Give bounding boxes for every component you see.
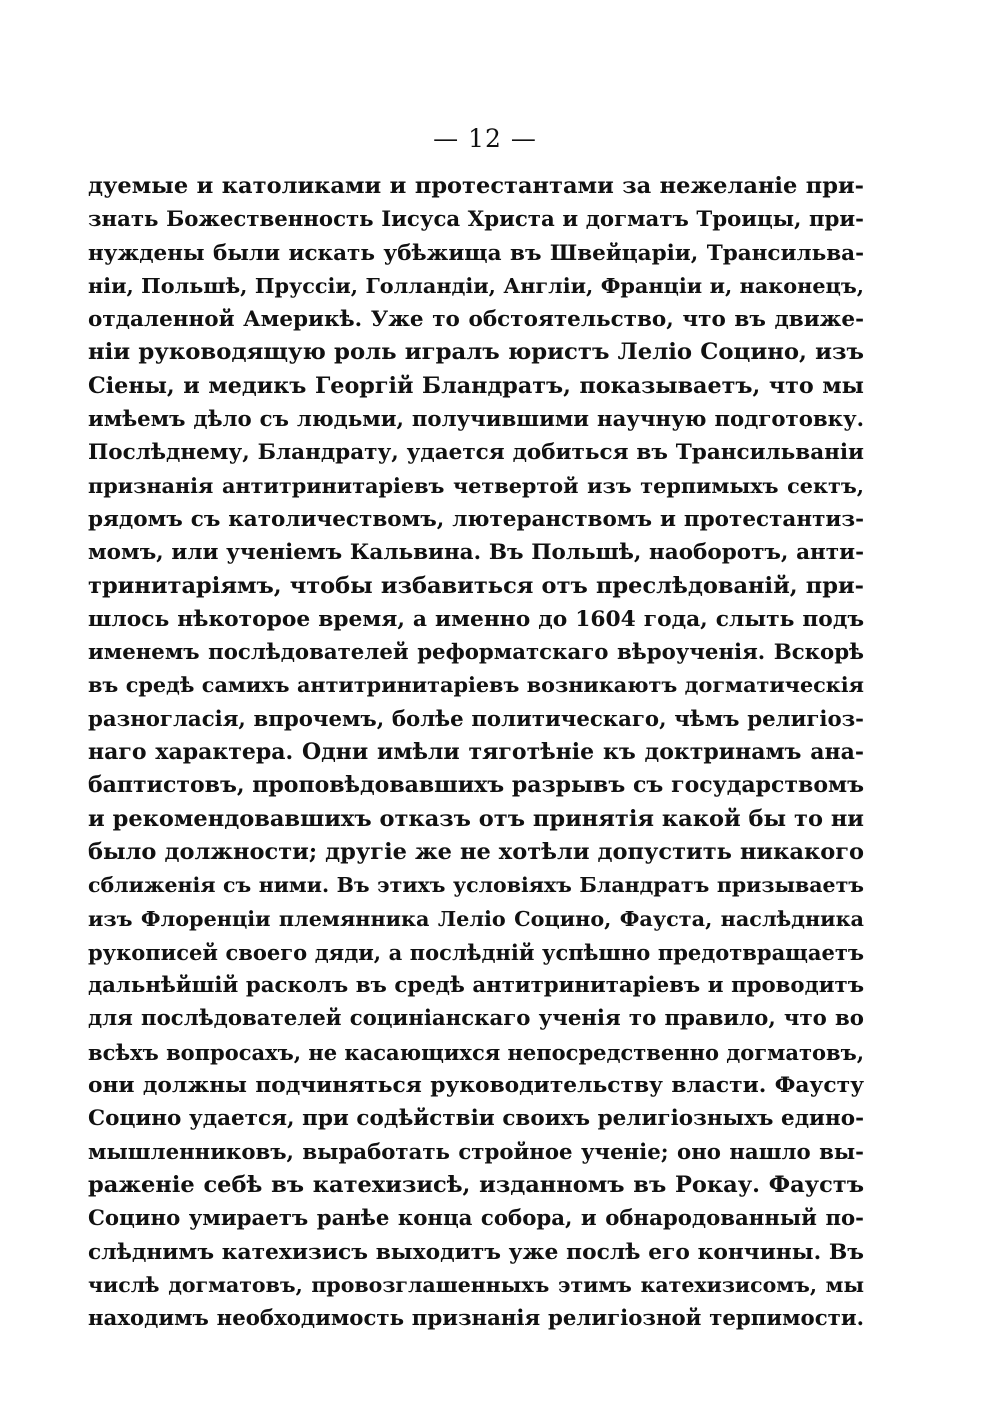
text-line: рукописей своего дяди, а послѣдній успѣшно предотвращаетъ — [88, 939, 864, 965]
text-line: баптистовъ, проповѣдовавшихъ разрывъ съ государствомъ — [88, 772, 864, 799]
text-line: Социно умираетъ ранѣе конца собора, и обнародованный по- — [88, 1206, 864, 1232]
text-line: тринитаріямъ, чтобы избавиться отъ преслѣдованій, при- — [88, 572, 864, 599]
text-line: момъ, или ученіемъ Кальвина. Въ Польшѣ, наоборотъ, анти- — [88, 540, 864, 566]
text-line: Социно удается, при содѣйствіи своихъ религіозныхъ едино- — [88, 1106, 864, 1132]
text-line: именемъ послѣдователей реформатскаго вѣроученія. Вскорѣ — [88, 640, 864, 666]
text-line: числѣ догматовъ, провозглашенныхъ этимъ катехизисомъ, мы — [88, 1272, 864, 1297]
text-line: ніи, Польшѣ, Пруссіи, Голландіи, Англіи, Франціи и, наконецъ, — [88, 273, 864, 298]
text-line: шлось нѣкоторое время, а именно до 1604 года, слыть подъ — [88, 606, 864, 632]
text-line: для послѣдователей социніанскаго ученія то правило, что во — [88, 1006, 864, 1032]
text-line: разногласія, впрочемъ, болѣе политическаго, чѣмъ религіоз- — [88, 706, 864, 732]
body-text — [88, 170, 864, 1335]
text-line: нуждены были искать убѣжища въ Швейцаріи, Трансильва- — [88, 240, 864, 266]
text-line: имѣемъ дѣло съ людьми, получившими научную подготовку. — [88, 407, 864, 433]
text-line: и рекомендовавшихъ отказъ отъ принятія какой бы то ни — [88, 805, 864, 832]
text-line: мышленниковъ, выработать стройное ученіе; оно нашло вы- — [88, 1139, 864, 1165]
text-line: знать Божественность Іисуса Христа и догматъ Троицы, при- — [88, 207, 864, 233]
text-line: слѣднимъ катехизисъ выходитъ уже послѣ его кончины. Въ — [88, 1239, 864, 1265]
page-number: — 12 — — [433, 124, 537, 153]
text-line: въ средѣ самихъ антитринитаріевъ возникаютъ догматическія — [88, 673, 864, 698]
text-line: было должности; другіе же не хотѣли допустить никакого — [88, 838, 864, 865]
text-line: они должны подчиняться руководительству власти. Фаусту — [88, 1073, 864, 1099]
text-line: дальнѣйшій расколъ въ средѣ антитринитаріевъ и проводитъ — [88, 973, 864, 999]
text-line: Послѣднему, Бландрату, удается добиться въ Трансильваніи — [88, 440, 864, 466]
text-line: находимъ необходимость признанія религіозной терпимости. — [88, 1306, 864, 1332]
text-line: раженіе себѣ въ катехизисѣ, изданномъ въ Рокау. Фаустъ — [88, 1171, 864, 1198]
text-line: наго характера. Одни имѣли тяготѣніе къ доктринамъ ана- — [88, 739, 864, 766]
text-line: изъ Флоренціи племянника Леліо Социно, Фауста, наслѣдника — [88, 906, 864, 931]
text-line: дуемые и католиками и протестантами за нежеланіе при- — [88, 173, 864, 199]
text-line: рядомъ съ католичествомъ, лютеранствомъ и протестантиз- — [88, 506, 864, 532]
text-line: всѣхъ вопросахъ, не касающихся непосредственно догматовъ, — [88, 1039, 864, 1065]
text-line: сближенія съ ними. Въ этихъ условіяхъ Бландратъ призываетъ — [88, 873, 864, 898]
text-line: признанія антитринитаріевъ четвертой изъ терпимыхъ сектъ, — [88, 473, 864, 498]
text-line: Сіены, и медикъ Георгій Бландратъ, показываетъ, что мы — [88, 372, 864, 399]
text-line: отдаленной Америкѣ. Уже то обстоятельство, что въ движе- — [88, 307, 864, 333]
text-line: ніи руководящую роль игралъ юристъ Леліо Социно, изъ — [88, 339, 864, 366]
